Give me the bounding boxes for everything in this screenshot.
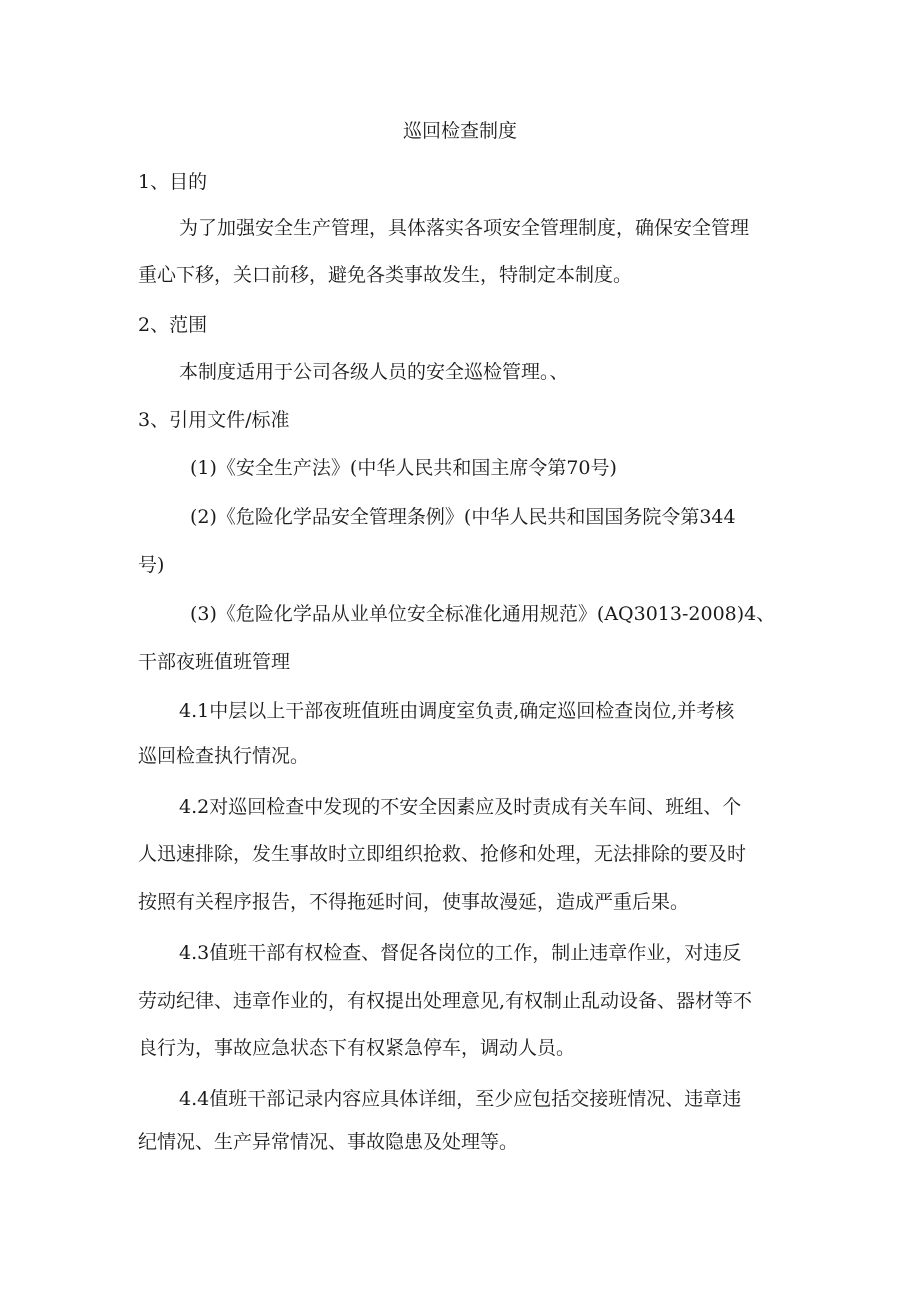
section-2-heading: 2、范围 <box>138 314 208 336</box>
section-1-paragraph-line: 为了加强安全生产管理，具体落实各项安全管理制度，确保安全管理 <box>179 217 750 239</box>
document-title: 巡回检查制度 <box>402 120 517 142</box>
clause-4-1-line: 4.1中层以上干部夜班值班由调度室负责,确定巡回检查岗位,并考核 <box>179 700 735 722</box>
section-4-heading: 干部夜班值班管理 <box>138 651 291 673</box>
clause-4-1-line: 巡回检查执行情况。 <box>138 745 310 767</box>
clause-4-3-line: 4.3值班干部有权检查、督促各岗位的工作，制止违章作业，对违反 <box>179 942 742 964</box>
reference-item-line: (3)《危险化学品从业单位安全标准化通用规范》(AQ3013-2008)4、 <box>190 603 776 625</box>
clause-4-2-line: 人迅速排除，发生事故时立即组织抢救、抢修和处理，无法排除的要及时 <box>138 843 747 865</box>
section-3-heading: 3、引用文件/标准 <box>138 409 290 431</box>
clause-4-3-line: 劳动纪律、违章作业的，有权提出处理意见,有权制止乱动设备、器材等不 <box>138 990 753 1012</box>
clause-4-4-line: 纪情况、生产异常情况、事故隐患及处理等。 <box>138 1131 519 1153</box>
section-1-heading: 1、目的 <box>138 171 208 193</box>
clause-4-4-line: 4.4值班干部记录内容应具体详细，至少应包括交接班情况、违章违 <box>179 1088 742 1110</box>
clause-4-3-line: 良行为，事故应急状态下有权紧急停车，调动人员。 <box>138 1037 576 1059</box>
reference-item-line: (2)《危险化学品安全管理条例》(中华人民共和国国务院令第344 <box>190 506 736 528</box>
reference-item-line: 号) <box>138 554 165 576</box>
reference-item-line: (1)《安全生产法》(中华人民共和国主席令第70号) <box>190 457 617 479</box>
section-1-paragraph-line: 重心下移，关口前移，避免各类事故发生，特制定本制度。 <box>138 264 633 286</box>
section-2-paragraph-line: 本制度适用于公司各级人员的安全巡检管理。、 <box>179 361 569 383</box>
clause-4-2-line: 4.2对巡回检查中发现的不安全因素应及时责成有关车间、班组、个 <box>179 796 742 818</box>
clause-4-2-line: 按照有关程序报告，不得拖延时间，使事故漫延，造成严重后果。 <box>138 891 690 913</box>
